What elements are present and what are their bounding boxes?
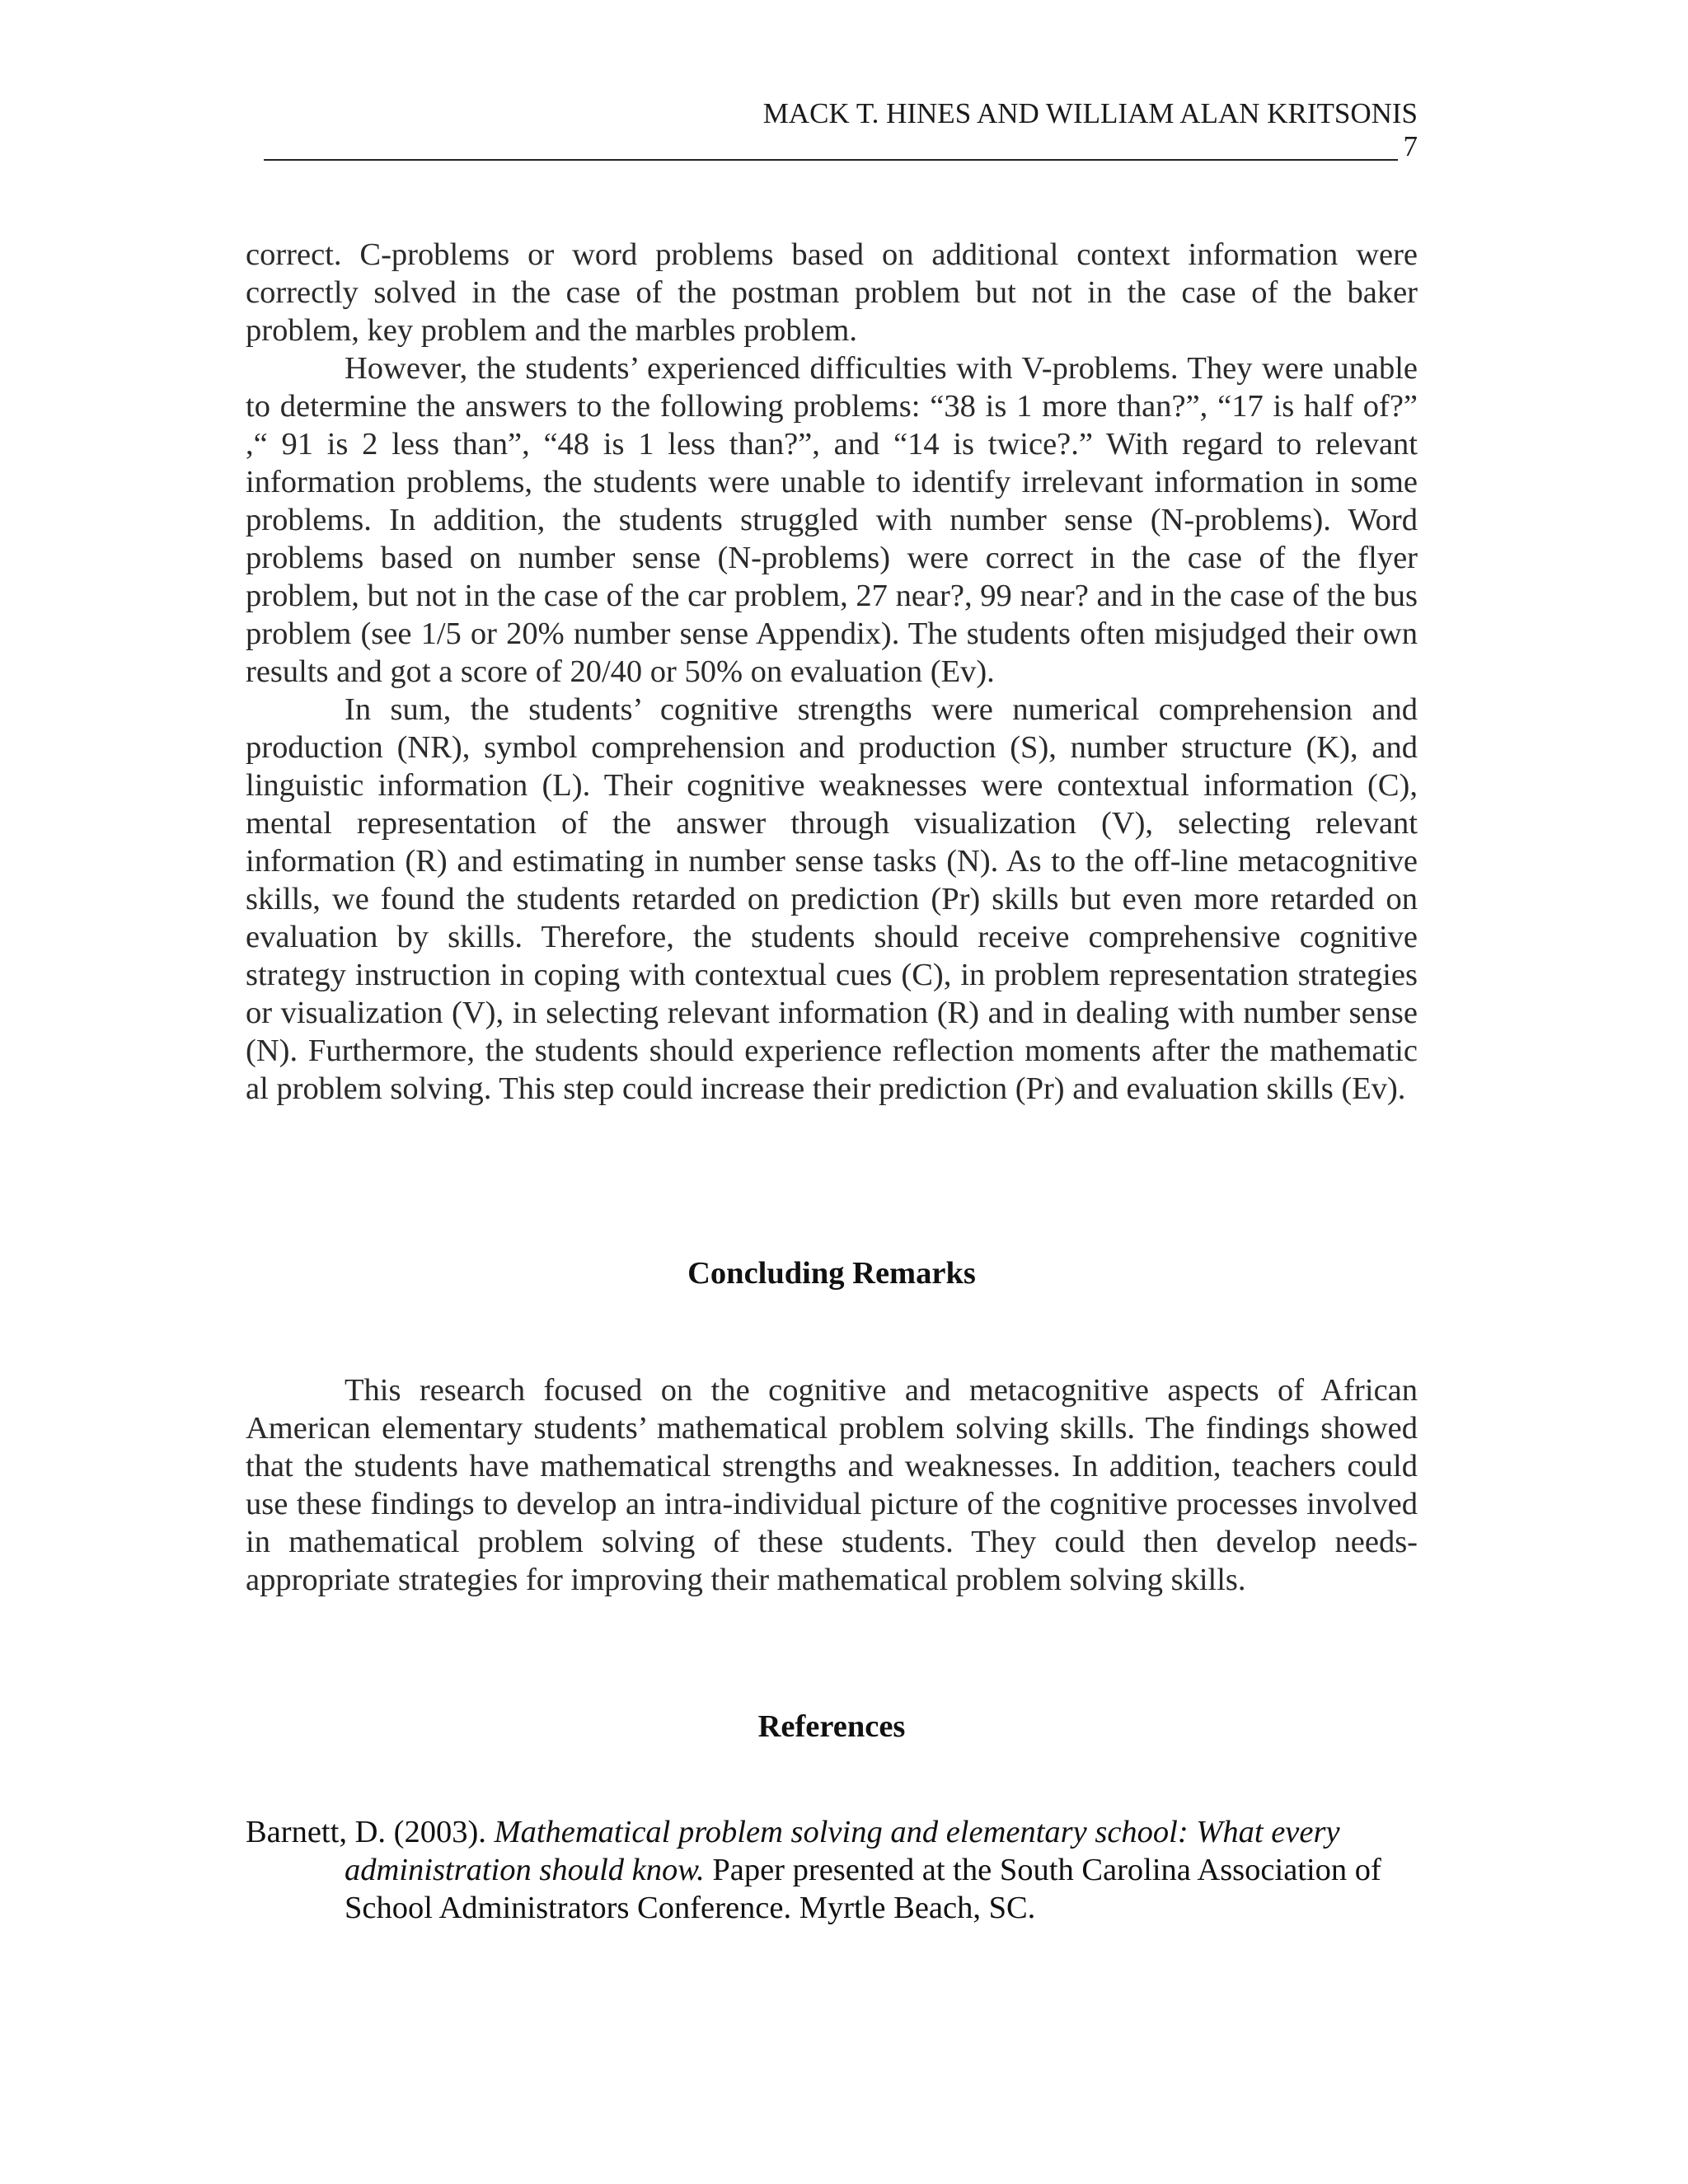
running-header: MACK T. HINES AND WILLIAM ALAN KRITSONIS <box>762 97 1418 129</box>
concluding-section <box>246 1371 1418 1599</box>
section-heading-concluding-remarks: Concluding Remarks <box>687 1256 976 1291</box>
reference-entry <box>246 1813 1418 1927</box>
page-number: 7 <box>1403 130 1418 162</box>
body-paragraph: This research focused on the cognitive and metacognitive aspects of African American elementary students’ mathematical problem solving skills. The findings showed that the students have mathematical strengths and weaknesses. In addition, teachers could use these findings to develop an intra-individual picture of the cognitive processes involved in mathematical problem solving of these students. They could then develop needs-appropriate strategies for improving their mathematical problem solving skills. <box>246 1373 1418 1597</box>
header-rule-row <box>264 129 1418 165</box>
section-heading-references: References <box>757 1709 906 1744</box>
body-paragraph: In sum, the students’ cognitive strengths were numerical comprehension and production (NR), symbol comprehension and production (S), number structure (K), and linguistic information (L). Their cognitive weaknesses were contextual information (C), mental representation of the answer through visualization (V), selecting relevant information (R) and estimating in number sense tasks (N). As to the off-line metacognitive skills, we found the students retarded on prediction (Pr) skills but even more retarded on evaluation by skills. Therefore, the students should receive comprehensive cognitive strategy instruction in coping with contextual cues (C), in problem representation strategies or visualization (V), in selecting relevant information (R) and in dealing with number sense (N). Furthermore, the students should experience reflection moments after the mathematic al problem solving. This step could increase their prediction (Pr) and evaluation skills (Ev). <box>246 692 1418 1106</box>
header-rule <box>264 159 1398 161</box>
results-section <box>246 236 1418 1108</box>
body-paragraph: correct. C-problems or word problems based on additional context information were correctly solved in the case of the postman problem but not in the case of the baker problem, key problem and the marbles problem. <box>246 237 1418 348</box>
reference-details: Paper presented at the South Carolina Association of School Administrators Conference. Myrtle Beach, SC. <box>345 1853 1381 1925</box>
body-paragraph: However, the students’ experienced difficulties with V-problems. They were unable to determine the answers to the following problems: “38 is 1 more than?”, “17 is half of?” ,“ 91 is 2 less than”, “48 is 1 less than?”, and “14 is twice?.” With regard to relevant information problems, the students were unable to identify irrelevant information in some problems. In addition, the students struggled with number sense (N-problems). Word problems based on number sense (N-problems) were correct in the case of the flyer problem, but not in the case of the car problem, 27 near?, 99 near? and in the case of the bus problem (see 1/5 or 20% number sense Appendix). The students often misjudged their own results and got a score of 20/40 or 50% on evaluation (Ev). <box>246 351 1418 689</box>
reference-authors-year: Barnett, D. (2003). <box>246 1815 495 1849</box>
reference-title: Mathematical problem solving and elementary school: What every administration should know. <box>345 1815 1340 1887</box>
